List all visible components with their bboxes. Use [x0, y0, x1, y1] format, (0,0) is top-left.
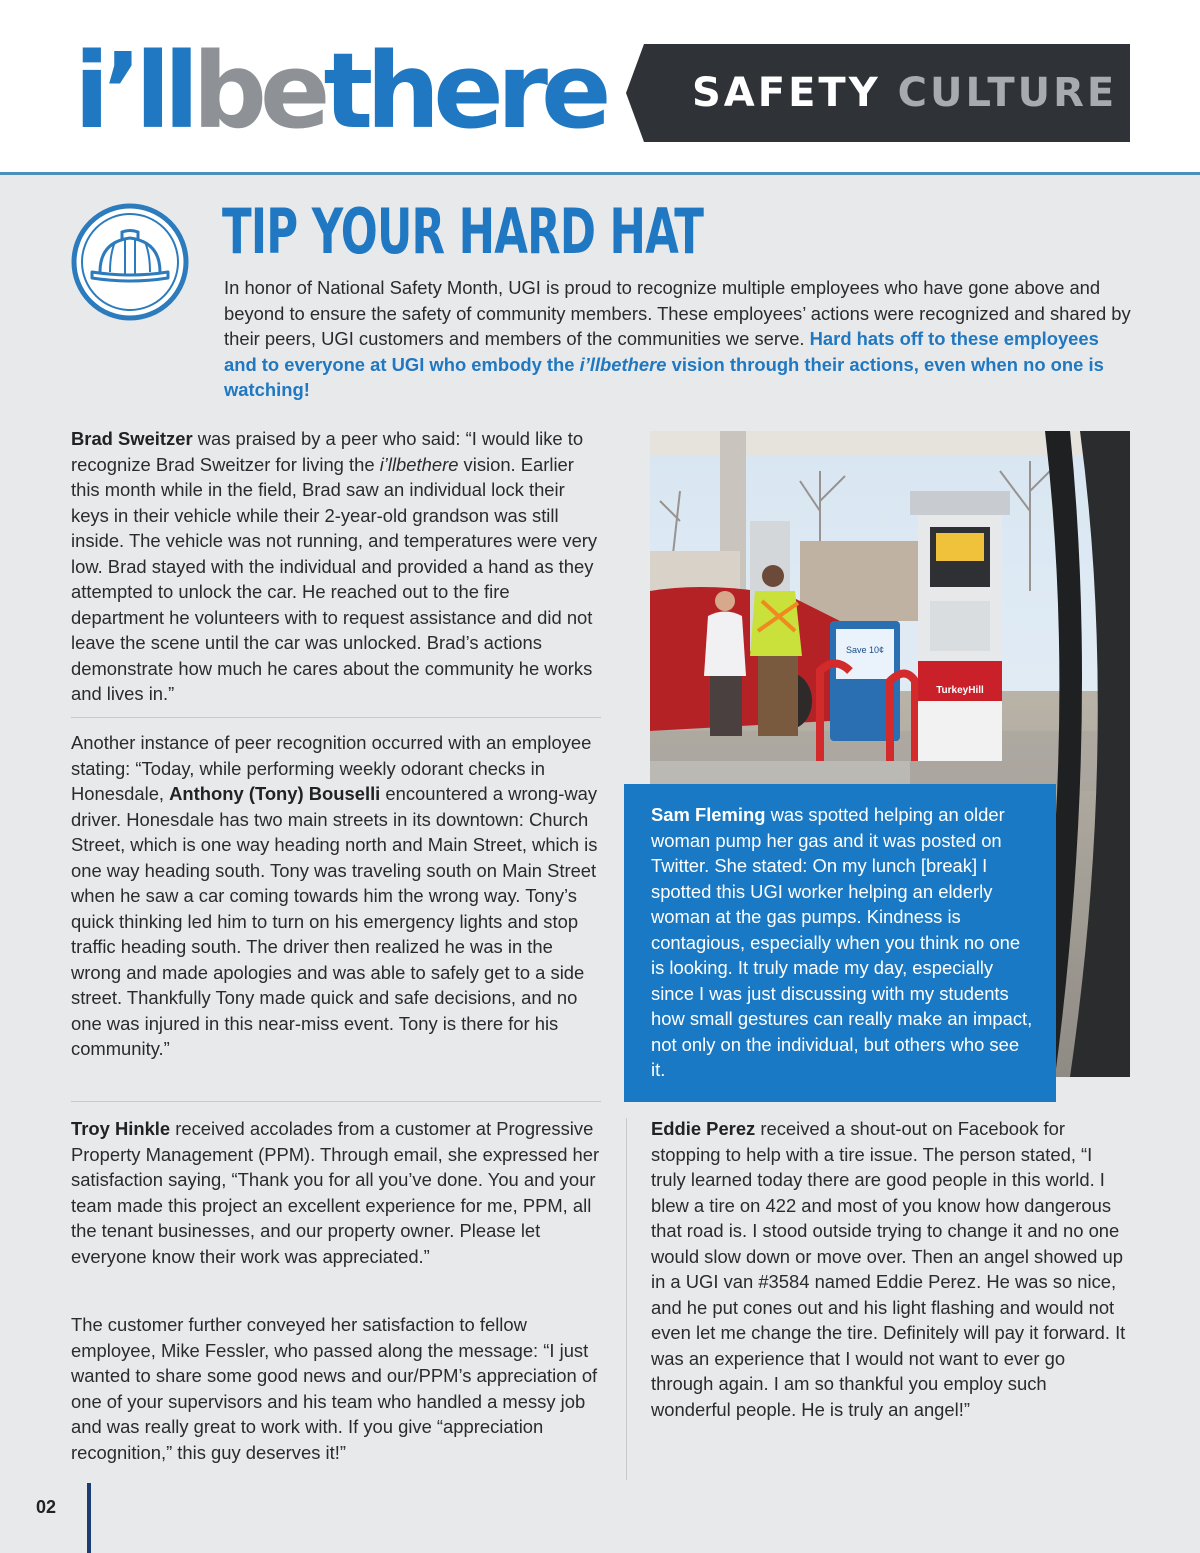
section-banner: [626, 44, 1130, 142]
pump-sign-text: Save 10¢: [845, 645, 885, 655]
story-eddie: [651, 1116, 1126, 1422]
story-tony-text-2: encountered a wrong-way driver. Honesdale has two main streets in its downtown: Church Street, which is one way heading north and Main Street, which is one way heading south. Tony was traveling south on Main Street when he saw a car coming towards him the wrong way. Tony’s quick thinking led him to turn on his emergency lights and stop traffic heading south. The driver then realized he was in the wrong and made apologies and was able to safely get to a side street. Thankfully Tony made quick and safe decisions, and no one was injured in this near-miss event. Tony is there for his community.”: [71, 783, 598, 1059]
story-brad: [71, 426, 603, 707]
pump-brand-text: TurkeyHill: [936, 685, 984, 696]
logo-part-there: there: [323, 30, 605, 152]
story-sam-name: Sam Fleming: [651, 804, 766, 825]
article-title: TIP YOUR HARD HAT: [222, 195, 704, 268]
story-brad-name: Brad Sweitzer: [71, 428, 193, 449]
story-tony-name: Anthony (Tony) Bouselli: [169, 783, 381, 804]
story-sam-callout: [624, 784, 1056, 1102]
section-word-culture: CULTURE: [897, 70, 1118, 116]
hard-hat-icon: [70, 202, 190, 322]
story-troy-name: Troy Hinkle: [71, 1118, 171, 1139]
story-brad-text-1: was praised by a peer who said: “I would like to recognize Brad Sweitzer for living the: [71, 428, 584, 475]
logo-part-ill: i’ll: [74, 30, 193, 152]
intro-text: In honor of National Safety Month, UGI is proud to recognize multiple employees who have gone above and beyond to ensure the safety of community members. These employees’ actions were recognized and shared by their peers, UGI customers and members of the communities we serve.: [224, 277, 1131, 349]
logo-part-be: be: [192, 30, 324, 152]
page-number: 02: [36, 1497, 57, 1517]
story-brad-text-2: vision. Earlier this month while in the field, Brad saw an individual lock their keys in their vehicle while their 2-year-old grandson was still inside. The vehicle was not running, and temperatures were very low. Brad stayed with the individual and provided a hand as they attempted to unlock the car. He reached out to the fire department he volunteers with to request assistance and did not leave the scene until the car was unlocked. Brad’s actions demonstrate how much he cares about the community he works and lives in.”: [71, 453, 598, 704]
story-eddie-text: received a shout-out on Facebook for stopping to help with a tire issue. The person stated, “I truly learned today there are good people in this world. I blew a tire on 422 and most of you know how dangerous that road is. I stood outside trying to change it and no one would slow down or move over. Then an angel showed up in a UGI van #3584 named Eddie Perez. He was so nice, and he put cones out and his light flashing and would not even let me change the tire. Definitely will pay it forward. It was an experience that I would not want to ever go through again. I am so thankful you employ such wonderful people. He is truly an angel!”: [651, 1118, 1126, 1420]
intro-highlight-brand: i’llbethere: [579, 353, 667, 375]
article-intro: [224, 275, 1134, 403]
story-eddie-name: Eddie Perez: [651, 1118, 756, 1139]
story-troy-text: received accolades from a customer at Progressive Property Management (PPM). Through email, she expressed her satisfaction saying, “Thank you for all you’ve done. You and your team made this project an excellent experience for me, PPM, all the tenant businesses, and our property owner. Please let everyone know their work was appreciated.”: [71, 1118, 600, 1267]
intro-highlight-part2: vision through their actions, even when no one is watching!: [224, 353, 1104, 400]
story-divider: [71, 717, 601, 718]
story-tony: [71, 730, 603, 1062]
column-divider: [626, 1118, 627, 1480]
section-word-safety: SAFETY: [692, 70, 881, 116]
page-number-bar: [87, 1483, 91, 1553]
story-sam-text: was spotted helping an older woman pump her gas and it was posted on Twitter. She stated: On my lunch [break] I spotted this UGI worker helping an elderly woman at the gas pumps. Kindness is contagious, especially when you think no one is looking. It truly made my day, especially since I was just discussing with my students how small gestures can really make an impact, not only on the individual, but others who see it.: [651, 804, 1033, 1080]
story-troy-followup: The customer further conveyed her satisfaction to fellow employee, Mike Fessler, who passed along the message: “I just wanted to share some good news and our/PPM’s appreciation of one of your supervisors and his team who handled a messy job and was really great to work with. If you give “appreciation recognition,” this guy deserves it!”: [71, 1314, 598, 1463]
story-divider: [71, 1101, 601, 1102]
story-tony-text-1: Another instance of peer recognition occurred with an employee stating: “Today, while performing weekly odorant checks in Honesdale,: [71, 732, 592, 804]
intro-highlight-part1: Hard hats off to these employees and to everyone at UGI who embody the: [224, 328, 1099, 375]
page-header: [0, 0, 1200, 175]
section-title: [692, 44, 1117, 142]
story-brad-brand: i’llbethere: [379, 453, 459, 475]
illbethere-logo: [74, 26, 605, 156]
story-troy: [71, 1116, 606, 1269]
